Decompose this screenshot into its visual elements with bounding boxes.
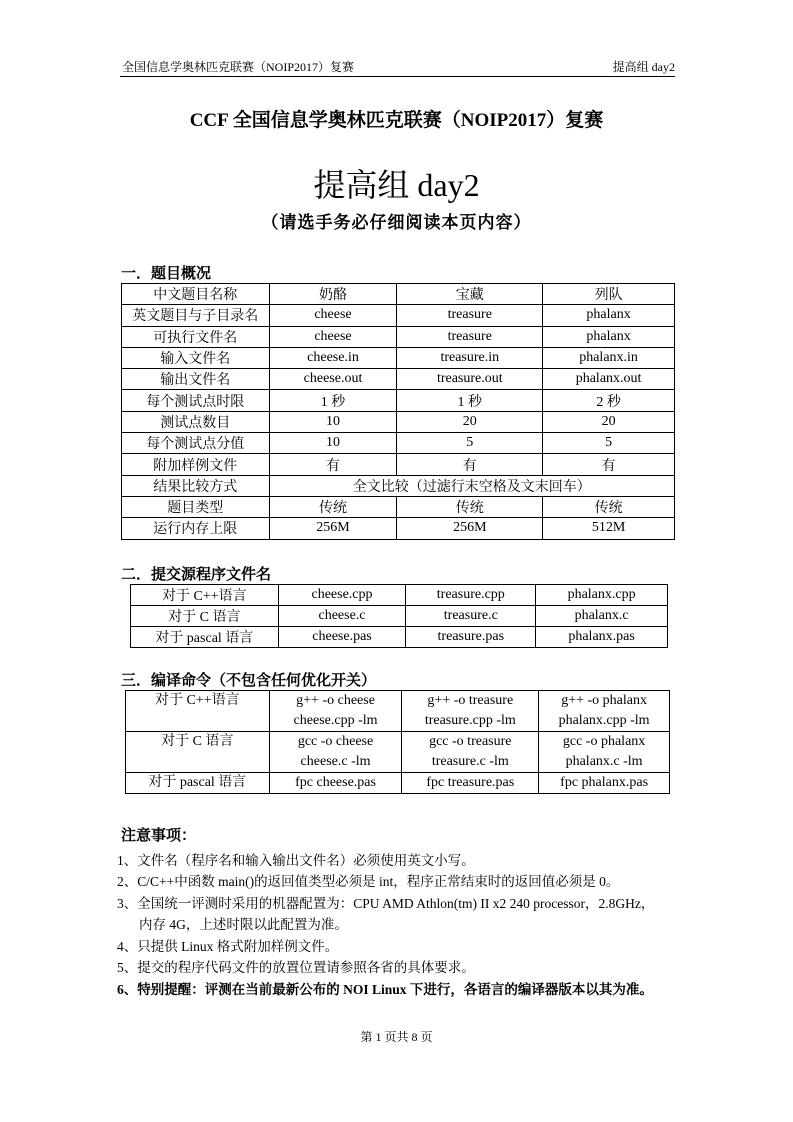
- table-cell: 有: [397, 454, 543, 475]
- header-left: 全国信息学奥林匹克联赛（NOIP2017）复赛: [122, 60, 355, 74]
- table-cell: 20: [543, 411, 675, 432]
- table-cell: [402, 732, 539, 773]
- table-row: [122, 369, 675, 390]
- table-row: [126, 773, 670, 794]
- table-cell: phalanx.in: [543, 347, 675, 368]
- table-cell: cheese.out: [269, 369, 397, 390]
- table-cell: 1 秒: [397, 390, 543, 411]
- table-cell: treasure.c: [406, 606, 536, 627]
- table-cell: [539, 691, 670, 732]
- cell-line: phalanx.c -lm: [565, 754, 643, 769]
- table-cell: 宝藏: [397, 284, 543, 305]
- table-row: [122, 496, 675, 517]
- table-cell: 对于 pascal 语言: [126, 773, 270, 794]
- table-cell: 结果比较方式: [122, 475, 270, 496]
- table-row: [131, 627, 668, 648]
- cell-line: gcc -o phalanx: [562, 734, 646, 749]
- table-cell: 每个测试点分值: [122, 433, 270, 454]
- table-row: [126, 691, 670, 732]
- table-cell: cheese.pas: [278, 627, 406, 648]
- note-item-important: 6、特别提醒：评测在当前最新公布的 NOI Linux 下进行，各语言的编译器版本以其为准。: [117, 981, 653, 997]
- table-row: [122, 454, 675, 475]
- table-cell: phalanx.pas: [536, 627, 668, 648]
- table-row: [131, 585, 668, 606]
- table-cell: phalanx.cpp: [536, 585, 668, 606]
- table-cell: [539, 732, 670, 773]
- table-cell: cheese.in: [269, 347, 397, 368]
- table-cell: 题目类型: [122, 496, 270, 517]
- table-row: [122, 390, 675, 411]
- note-item-continued: 内存 4G，上述时限以此配置为准。: [139, 917, 348, 932]
- note-item: 3、全国统一评测时采用的机器配置为：CPU AMD Athlon(tm) II x2 240 processor，2.8GHz，: [117, 895, 655, 911]
- notes-heading: 注意事项：: [121, 828, 197, 844]
- table-cell: treasure: [397, 305, 543, 326]
- table-cell: 5: [397, 433, 543, 454]
- table-cell: 输入文件名: [122, 347, 270, 368]
- table-cell: 20: [397, 411, 543, 432]
- table-cell: 有: [269, 454, 397, 475]
- table-row: [131, 606, 668, 627]
- section1-heading: 一．题目概况: [121, 266, 212, 282]
- table-row: [122, 305, 675, 326]
- compile-command-table: [125, 690, 670, 794]
- page-header: [120, 56, 675, 77]
- page-footer: 第 1 页共 8 页: [360, 1030, 433, 1044]
- table-cell: treasure: [397, 326, 543, 347]
- table-cell: 对于 C 语言: [126, 732, 270, 773]
- table-cell: [269, 732, 402, 773]
- note-item: 2、C/C++中函数 main()的返回值类型必须是 int，程序正常结束时的返回值必须是 0。: [117, 874, 620, 889]
- table-cell: 英文题目与子目录名: [122, 305, 270, 326]
- cell-line: cheese.cpp -lm: [293, 713, 378, 728]
- table-cell: [402, 691, 539, 732]
- table-cell: 每个测试点时限: [122, 390, 270, 411]
- table-row: [122, 411, 675, 432]
- table-row: [122, 475, 675, 496]
- table-cell: 10: [269, 411, 397, 432]
- table-cell: 2 秒: [543, 390, 675, 411]
- table-cell: 列队: [543, 284, 675, 305]
- table-cell: phalanx.out: [543, 369, 675, 390]
- cell-line: cheese.c -lm: [300, 754, 371, 769]
- document-title: CCF 全国信息学奥林匹克联赛（NOIP2017）复赛: [189, 110, 604, 131]
- notes-section: [117, 826, 654, 1000]
- table-row: [122, 347, 675, 368]
- table-cell: 奶酪: [269, 284, 397, 305]
- table-cell: 512M: [543, 518, 675, 539]
- header-right: 提高组 day2: [612, 60, 675, 74]
- section3-heading: 三．编译命令（不包含任何优化开关）: [121, 673, 377, 689]
- table-cell: 256M: [269, 518, 397, 539]
- table-cell: cheese.c: [278, 606, 406, 627]
- table-cell: treasure.pas: [406, 627, 536, 648]
- table-cell: fpc phalanx.pas: [539, 773, 670, 794]
- table-cell: treasure.in: [397, 347, 543, 368]
- table-cell: 运行内存上限: [122, 518, 270, 539]
- problem-overview-table: [121, 283, 675, 540]
- cell-line: phalanx.cpp -lm: [558, 713, 650, 728]
- source-filename-table: [130, 584, 668, 648]
- table-cell: treasure.out: [397, 369, 543, 390]
- table-cell: 输出文件名: [122, 369, 270, 390]
- table-row: [122, 326, 675, 347]
- table-cell: 5: [543, 433, 675, 454]
- table-cell: [269, 691, 402, 732]
- table-cell: 可执行文件名: [122, 326, 270, 347]
- table-cell: 对于 C++语言: [126, 691, 270, 732]
- table-cell: 有: [543, 454, 675, 475]
- table-cell: cheese.cpp: [278, 585, 406, 606]
- note-item: 5、提交的程序代码文件的放置位置请参照各省的具体要求。: [117, 960, 475, 975]
- table-cell: phalanx: [543, 326, 675, 347]
- table-row: [122, 518, 675, 539]
- table-cell: 对于 C++语言: [131, 585, 279, 606]
- cell-line: g++ -o treasure: [427, 693, 514, 708]
- table-row: [122, 284, 675, 305]
- instruction-note: （请选手务必仔细阅读本页内容）: [261, 213, 532, 232]
- cell-line: treasure.c -lm: [431, 754, 509, 769]
- table-row: [122, 433, 675, 454]
- section2-heading: 二．提交源程序文件名: [121, 567, 272, 583]
- table-cell: 传统: [269, 496, 397, 517]
- cell-line: treasure.cpp -lm: [424, 713, 516, 728]
- table-cell: 全文比较（过滤行末空格及文末回车）: [269, 475, 674, 496]
- cell-line: gcc -o cheese: [297, 734, 374, 749]
- table-cell: phalanx.c: [536, 606, 668, 627]
- table-cell: 传统: [397, 496, 543, 517]
- table-cell: cheese: [269, 305, 397, 326]
- note-item: 1、文件名（程序名和输入输出文件名）必须使用英文小写。: [117, 852, 475, 868]
- table-cell: 256M: [397, 518, 543, 539]
- table-cell: fpc cheese.pas: [269, 773, 402, 794]
- table-cell: 传统: [543, 496, 675, 517]
- table-cell: 测试点数目: [122, 411, 270, 432]
- table-cell: treasure.cpp: [406, 585, 536, 606]
- table-cell: 对于 pascal 语言: [131, 627, 279, 648]
- note-item: 4、只提供 Linux 格式附加样例文件。: [117, 938, 339, 954]
- table-cell: 对于 C 语言: [131, 606, 279, 627]
- table-cell: 1 秒: [269, 390, 397, 411]
- table-cell: cheese: [269, 326, 397, 347]
- table-row: [126, 732, 670, 773]
- table-cell: 中文题目名称: [122, 284, 270, 305]
- document-subtitle: 提高组 day2: [313, 167, 480, 203]
- table-cell: 附加样例文件: [122, 454, 270, 475]
- table-cell: phalanx: [543, 305, 675, 326]
- cell-line: gcc -o treasure: [429, 734, 512, 749]
- table-cell: 10: [269, 433, 397, 454]
- cell-line: g++ -o cheese: [296, 693, 375, 708]
- table-cell: fpc treasure.pas: [402, 773, 539, 794]
- cell-line: g++ -o phalanx: [561, 693, 647, 708]
